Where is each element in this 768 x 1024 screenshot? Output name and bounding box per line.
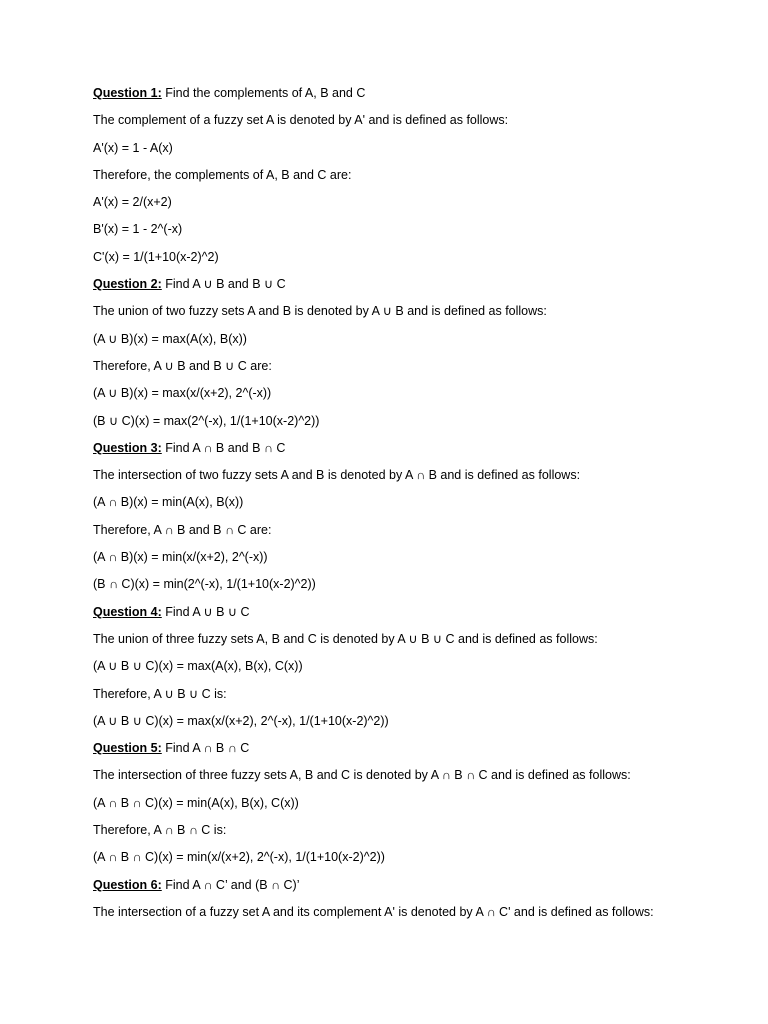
question-heading — [93, 878, 733, 893]
body-line: The complement of a fuzzy set A is denoted by A' and is defined as follows: — [93, 113, 509, 128]
body-line: The union of three fuzzy sets A, B and C is denoted by A ∪ B ∪ C and is defined as follows: — [93, 631, 598, 646]
body-line: The intersection of a fuzzy set A and its complement A' is denoted by A ∩ C' and is defined as follows: — [93, 904, 654, 919]
question-text: Find A ∪ B and B ∪ C — [165, 277, 286, 292]
question-heading — [93, 277, 733, 292]
body-line: (A ∩ B)(x) = min(A(x), B(x)) — [93, 495, 244, 510]
body-line: B'(x) = 1 - 2^(-x) — [93, 222, 183, 237]
body-line: (A ∩ B)(x) = min(x/(x+2), 2^(-x)) — [93, 550, 268, 565]
question-label: Question 3: — [93, 440, 162, 455]
body-line: The intersection of three fuzzy sets A, B and C is denoted by A ∩ B ∩ C and is defined as follows: — [93, 768, 631, 783]
body-line: Therefore, A ∩ B and B ∩ C are: — [93, 522, 272, 537]
body-line: (A ∪ B)(x) = max(A(x), B(x)) — [93, 331, 247, 346]
question-label: Question 5: — [93, 741, 162, 756]
question-heading — [93, 741, 733, 756]
body-line: (A ∪ B ∪ C)(x) = max(A(x), B(x), C(x)) — [93, 659, 303, 674]
question-heading — [93, 86, 733, 101]
body-line: A'(x) = 2/(x+2) — [93, 195, 172, 210]
question-heading — [93, 605, 733, 620]
question-heading — [93, 441, 733, 456]
body-line: (B ∩ C)(x) = min(2^(-x), 1/(1+10(x-2)^2)) — [93, 577, 316, 592]
question-text: Find A ∩ B and B ∩ C — [165, 440, 286, 455]
body-line: The union of two fuzzy sets A and B is denoted by A ∪ B and is defined as follows: — [93, 304, 547, 319]
question-text: Find the complements of A, B and C — [165, 86, 366, 100]
question-text: Find A ∩ B ∩ C — [165, 741, 250, 756]
question-label: Question 4: — [93, 604, 162, 619]
body-line: (A ∪ B ∪ C)(x) = max(x/(x+2), 2^(-x), 1/(1+10(x-2)^2)) — [93, 713, 389, 728]
body-line: (A ∩ B ∩ C)(x) = min(A(x), B(x), C(x)) — [93, 795, 299, 810]
question-label: Question 2: — [93, 277, 162, 292]
body-line: (A ∪ B)(x) = max(x/(x+2), 2^(-x)) — [93, 386, 272, 401]
body-line: Therefore, A ∪ B ∪ C is: — [93, 686, 227, 701]
question-text: Find A ∩ C’ and (B ∩ C)’ — [165, 877, 300, 892]
body-line: Therefore, A ∩ B ∩ C is: — [93, 823, 227, 838]
question-text: Find A ∪ B ∪ C — [165, 604, 250, 619]
question-label: Question 6: — [93, 877, 162, 892]
body-line: (B ∪ C)(x) = max(2^(-x), 1/(1+10(x-2)^2)) — [93, 413, 320, 428]
body-line: Therefore, A ∪ B and B ∪ C are: — [93, 358, 272, 373]
question-label: Question 1: — [93, 86, 162, 100]
body-line: C'(x) = 1/(1+10(x-2)^2) — [93, 249, 219, 264]
document-page — [93, 86, 733, 932]
body-line: (A ∩ B ∩ C)(x) = min(x/(x+2), 2^(-x), 1/(1+10(x-2)^2)) — [93, 850, 385, 865]
body-line: The intersection of two fuzzy sets A and B is denoted by A ∩ B and is defined as follows: — [93, 468, 581, 483]
body-line: A'(x) = 1 - A(x) — [93, 140, 173, 155]
body-line: Therefore, the complements of A, B and C are: — [93, 167, 352, 182]
document-body — [93, 86, 733, 920]
